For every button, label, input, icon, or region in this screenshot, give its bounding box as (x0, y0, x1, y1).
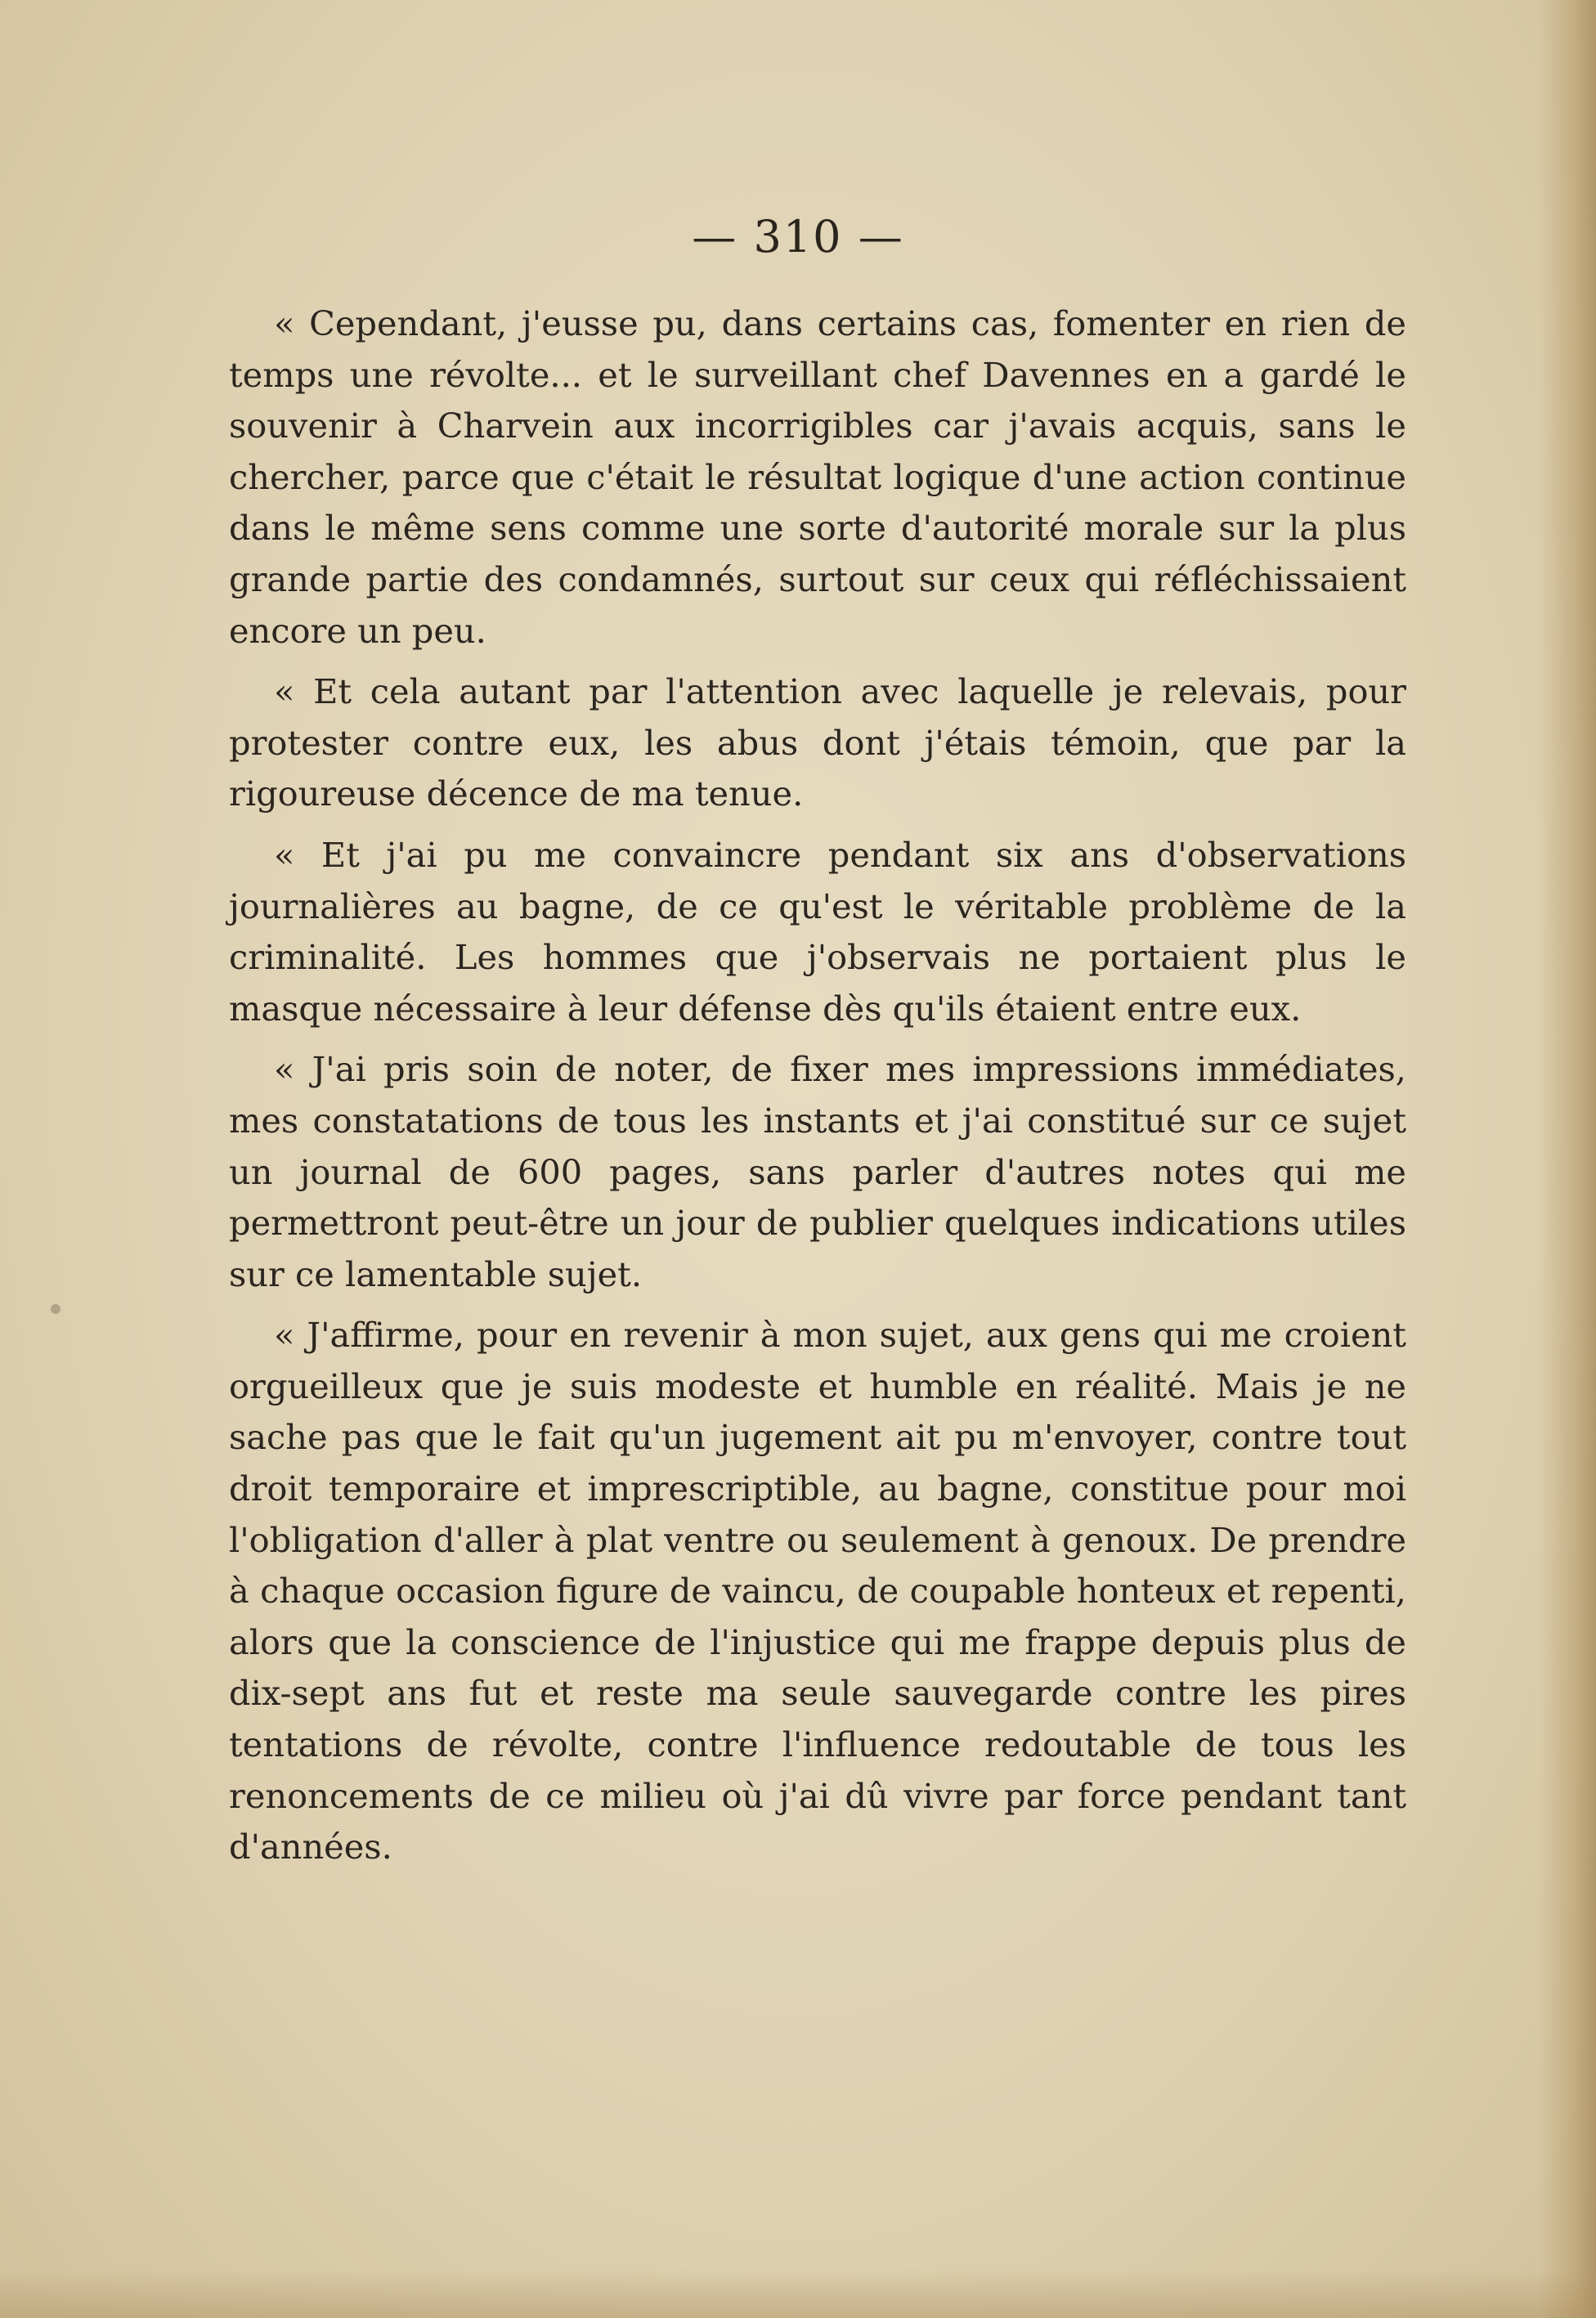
paragraph-2: « Et cela autant par l'attention avec laquelle je relevais, pour protester contre eux, les abus dont j'étais témoin, que par la rigoureuse décence de ma tenue. (229, 671, 1406, 814)
body-text (229, 298, 1406, 1883)
page-number: — 310 — (692, 211, 904, 262)
paragraph-3: « Et j'ai pu me convaincre pendant six ans d'observations journalières au bagne, de ce qu'est le véritable problème de la criminalité. Les hommes que j'observais ne portaient plus le masque nécessaire à leur défense dès qu'ils étaient entre eux. (229, 834, 1406, 1029)
page-edge-shadow (1539, 0, 1596, 2318)
paragraph-4: « J'ai pris soin de noter, de fixer mes impressions immédiates, mes constatations de tous les instants et j'ai constitué sur ce sujet un journal de 600 pages, sans parler d'autres notes qui me permettront peut-être un jour de publier quelques indications utiles sur ce lamentable sujet. (229, 1049, 1406, 1294)
paragraph-1: « Cependant, j'eusse pu, dans certains cas, fomenter en rien de temps une révolte... et le surveillant chef Davennes en a gardé le souvenir à Charvein aux incorrigibles car j'avais acquis, sans le chercher, parce que c'était le résultat logique d'une action continue dans le même sens comme une sorte d'autorité morale sur la plus grande partie des condamnés, surtout sur ceux qui réfléchissaient encore un peu. (229, 303, 1406, 651)
paragraph-5: « J'affirme, pour en revenir à mon sujet, aux gens qui me croient orgueilleux que je suis modeste et humble en réalité. Mais je ne sache pas que le fait qu'un jugement ait pu m'envoyer, contre tout droit temporaire et imprescriptible, au bagne, constitue pour moi l'obligation d'aller à plat ventre ou seulement à genoux. De prendre à chaque occasion figure de vaincu, de coupable honteux et repenti, alors que la conscience de l'injustice qui me frappe depuis plus de dix-sept ans fut et reste ma seule sauvegarde contre les pires tentations de révolte, contre l'influence redoutable de tous les renoncements de ce milieu où j'ai dû vivre par force pendant tant d'années. (229, 1315, 1406, 1867)
paper-speck (51, 1304, 61, 1314)
page-bottom-shadow (0, 2269, 1596, 2318)
